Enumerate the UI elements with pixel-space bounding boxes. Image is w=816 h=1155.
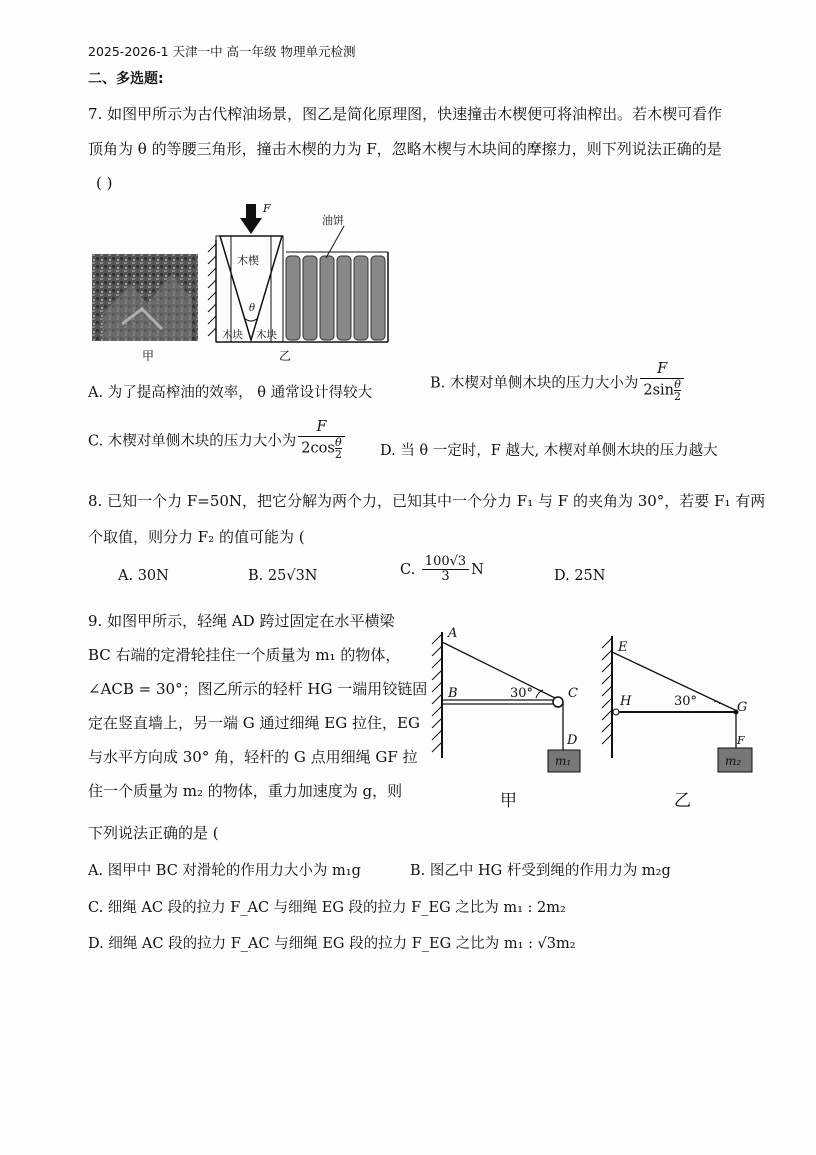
theta-half-b-num: θ [674, 377, 681, 391]
page-header: 2025-2026-1 天津一中 高一年级 物理单元检测 [88, 44, 356, 59]
theta-half-b-den: 2 [674, 389, 682, 403]
q7-option-b-fraction [640, 362, 684, 402]
q7-option-a[interactable]: A. 为了提高榨油的效率， θ 通常设计得较大 [88, 385, 373, 401]
q7-option-d[interactable]: D. 当 θ 一定时，F 越大, 木楔对单侧木块的压力越大 [380, 443, 718, 459]
q7-option-b-num: F [640, 362, 684, 379]
q7-option-b-den-text: 2sin [643, 382, 675, 399]
label-A: A [448, 626, 458, 641]
q8-option-c[interactable] [400, 555, 484, 585]
label-block-right: 木块 [256, 329, 277, 341]
q8-option-c-letter: C. [400, 561, 416, 578]
q7-option-c-den [298, 437, 345, 460]
theta-half-b [674, 379, 681, 402]
q7-line1: 7. 如图甲所示为古代榨油场景，图乙是简化原理图，快速撞击木楔便可将油榨出。若木楔可看作 [88, 105, 723, 123]
q8-option-d[interactable]: D. 25N [554, 568, 606, 584]
q9-line-5: 与水平方向成 30° 角，轻杆的 G 点用细绳 GF 拉 [88, 748, 418, 766]
label-G: G [737, 700, 748, 715]
q9-line-7: 下列说法正确的是 ( [88, 824, 219, 842]
q9-line-6: 住一个质量为 m₂ 的物体，重力加速度为 g，则 [88, 782, 403, 800]
q8-option-c-fraction [422, 555, 469, 585]
label-H: H [620, 694, 632, 709]
label-E: E [618, 640, 628, 655]
fig9-yi-label: 乙 [674, 791, 691, 811]
label-m2: m₂ [725, 754, 742, 768]
label-angle-yi: 30° [674, 694, 698, 709]
fig7-jia-label: 甲 [142, 349, 155, 363]
label-wedge: 木楔 [237, 254, 259, 267]
q7-line2: 顶角为 θ 的等腰三角形，撞击木楔的力为 F，忽略木楔与木块间的摩擦力，则下列说法正确的是 [88, 140, 722, 158]
label-B: B [448, 686, 458, 701]
section-title: 二、多选题: [88, 71, 164, 87]
label-C: C [568, 686, 578, 701]
oil-press-photo [92, 254, 198, 341]
label-F-q7: F [263, 202, 271, 215]
q7-option-c-den-text: 2cos [301, 440, 335, 457]
theta-half-c [335, 437, 342, 460]
q8-line2: 个取值，则分力 F₂ 的值可能为 ( [88, 528, 305, 546]
q7-option-c-text: C. 木楔对单侧木块的压力大小为 [88, 433, 297, 450]
q7-option-b-den [640, 379, 684, 402]
label-angle-jia: 30° [510, 686, 534, 701]
q7-option-c-num: F [298, 420, 345, 437]
q7-paren: ( ) [96, 174, 113, 192]
q9-option-c[interactable]: C. 细绳 AC 段的拉力 F_AC 与细绳 EG 段的拉力 F_EG 之比为 m₁ : 2m₂ [88, 900, 566, 916]
label-oil-cake: 油饼 [322, 214, 344, 227]
q7-option-c[interactable] [88, 420, 347, 460]
q8-line1: 8. 已知一个力 F=50N，把它分解为两个力，已知其中一个分力 F₁ 与 F 的夹角为 30°，若要 F₁ 有两 [88, 492, 766, 510]
q7-option-c-fraction [298, 420, 345, 460]
theta-half-c-num: θ [335, 435, 342, 449]
q7-option-b[interactable] [430, 362, 686, 402]
label-D: D [567, 733, 578, 748]
q9-line-1: 9. 如图甲所示，轻绳 AD 跨过固定在水平横梁 [88, 612, 395, 630]
label-theta: θ [249, 303, 256, 314]
q8-option-a[interactable]: A. 30N [118, 568, 169, 584]
label-m1: m₁ [555, 754, 572, 768]
q8-option-c-unit: N [471, 561, 484, 578]
q9-option-d[interactable]: D. 细绳 AC 段的拉力 F_AC 与细绳 EG 段的拉力 F_EG 之比为 m₁ : √3m₂ [88, 936, 576, 952]
q9-line-2: BC 右端的定滑轮挂住一个质量为 m₁ 的物体， [88, 646, 401, 664]
label-block-left: 木块 [222, 329, 243, 341]
q7-option-b-text: B. 木楔对单侧木块的压力大小为 [430, 375, 639, 392]
label-F: F [737, 734, 745, 747]
q9-line-4: 定在竖直墙上，另一端 G 通过细绳 EG 拉住，EG [88, 714, 420, 732]
fig7-yi-label: 乙 [279, 349, 292, 363]
q8-option-c-num: 100√3 [422, 555, 469, 570]
theta-half-c-den: 2 [334, 447, 342, 461]
q9-option-b[interactable]: B. 图乙中 HG 杆受到绳的作用力为 m₂g [410, 863, 671, 879]
q9-line-3: ∠ACB = 30°；图乙所示的轻杆 HG 一端用铰链固 [88, 680, 428, 698]
q9-option-a[interactable]: A. 图甲中 BC 对滑轮的作用力大小为 m₁g [88, 863, 361, 879]
q8-option-b[interactable]: B. 25√3N [248, 568, 318, 584]
q8-option-c-den: 3 [441, 569, 450, 585]
fig9-jia-label: 甲 [500, 791, 517, 811]
